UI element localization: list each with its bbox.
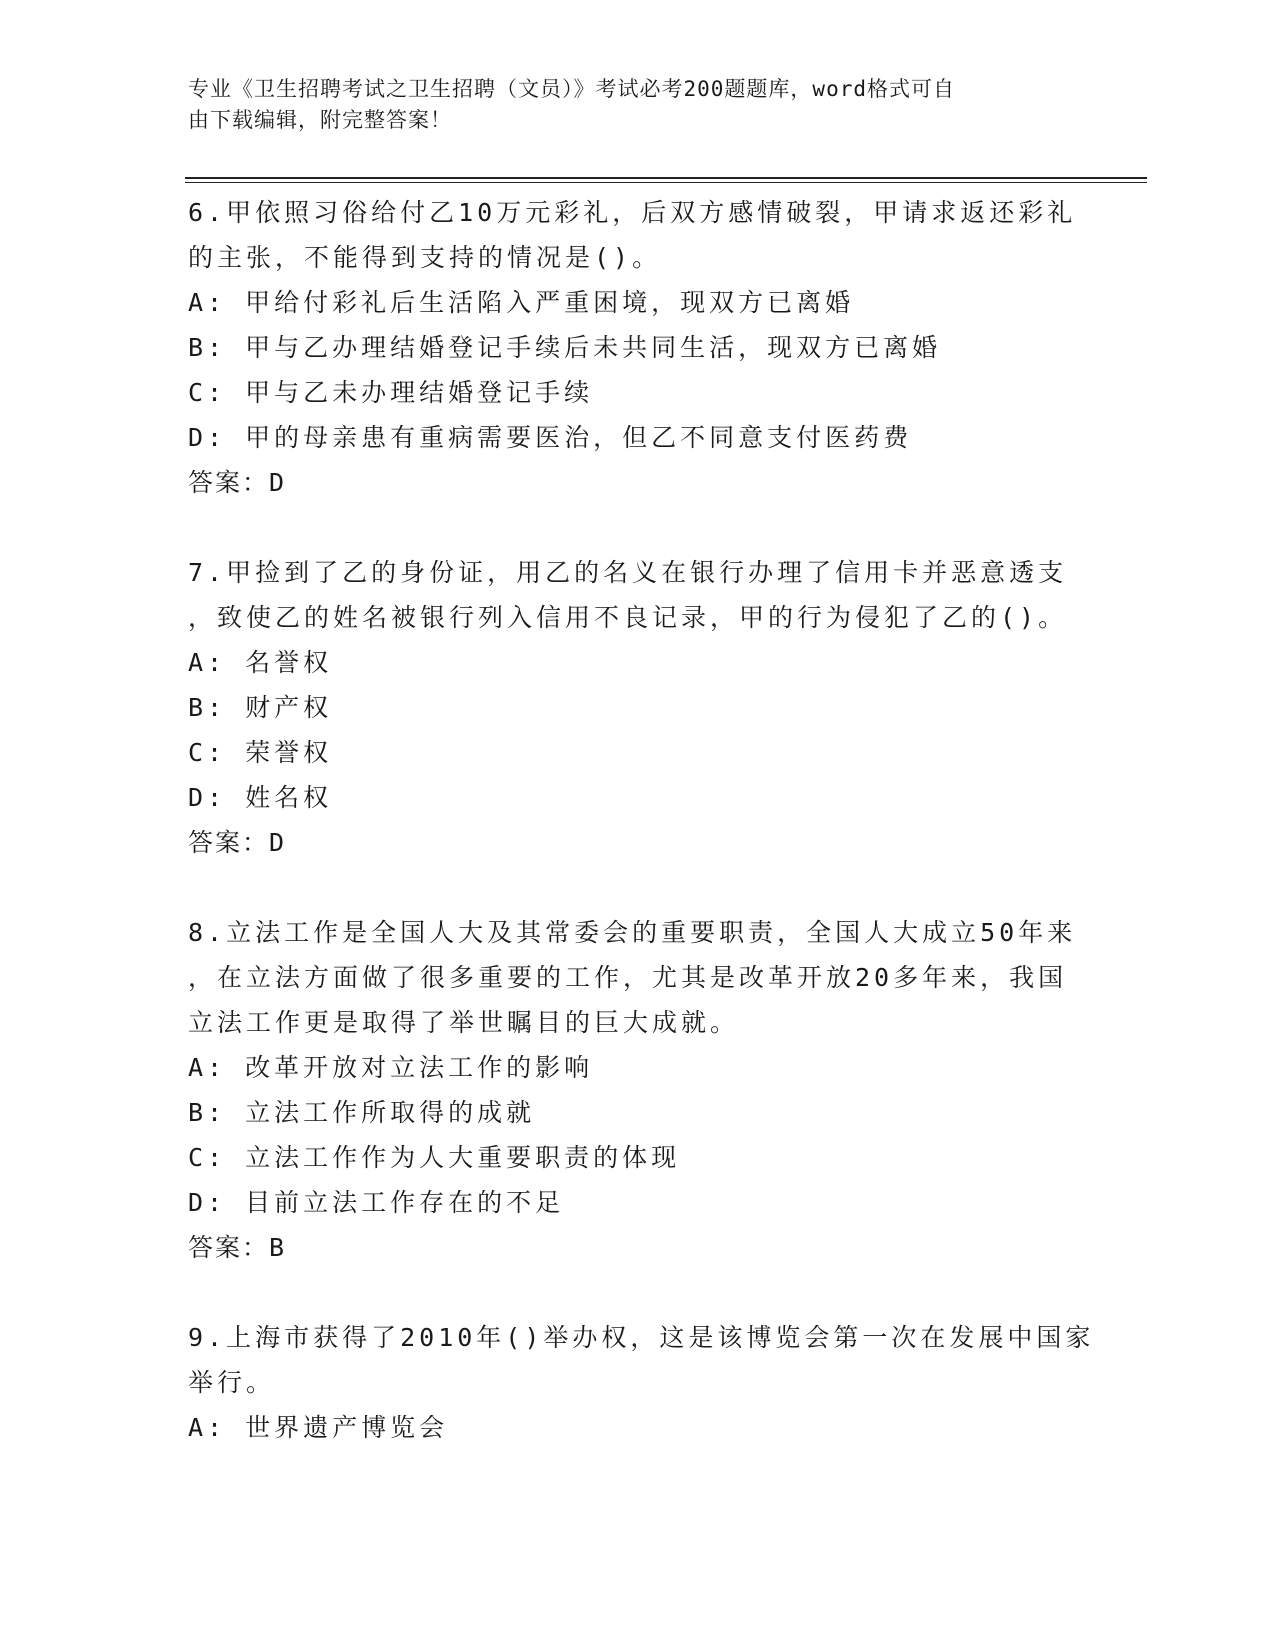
question-text: 举行。 [188, 1368, 276, 1397]
spacer [188, 865, 1088, 910]
header-divider-thin [185, 182, 1147, 183]
question-text: ，致使乙的姓名被银行列入信用不良记录，甲的行为侵犯了乙的()。 [188, 603, 1068, 632]
question-8 [188, 910, 1088, 1270]
header-line-2: 由下载编辑，附完整答案！ [188, 108, 452, 132]
option-d: D: 甲的母亲患有重病需要医治，但乙不同意支付医药费 [188, 423, 913, 452]
question-9 [188, 1315, 1095, 1450]
question-text: 8.立法工作是全国人大及其常委会的重要职责，全国人大成立50年来 [188, 918, 1077, 947]
option-a: A: 名誉权 [188, 648, 333, 677]
option-d: D: 目前立法工作存在的不足 [188, 1188, 565, 1217]
spacer [188, 505, 1088, 550]
header-line-1: 专业《卫生招聘考试之卫生招聘（文员）》考试必考200题题库，word格式可自 [188, 77, 955, 101]
question-text: 立法工作更是取得了举世瞩目的巨大成就。 [188, 1008, 740, 1037]
question-text: 9.上海市获得了2010年()举办权，这是该博览会第一次在发展中国家 [188, 1323, 1095, 1352]
option-c: C: 甲与乙未办理结婚登记手续 [188, 378, 594, 407]
option-b: B: 立法工作所取得的成就 [188, 1098, 536, 1127]
option-b: B: 财产权 [188, 693, 333, 722]
option-a: A: 改革开放对立法工作的影响 [188, 1053, 594, 1082]
option-a: A: 甲给付彩礼后生活陷入严重困境，现双方已离婚 [188, 288, 855, 317]
question-text: 6.甲依照习俗给付乙10万元彩礼，后双方感情破裂，甲请求返还彩礼 [188, 198, 1077, 227]
header-divider-thick [185, 177, 1147, 179]
question-text: ，在立法方面做了很多重要的工作，尤其是改革开放20多年来，我国 [188, 963, 1068, 992]
option-c: C: 荣誉权 [188, 738, 333, 767]
answer: 答案：D [188, 468, 287, 497]
answer: 答案：B [188, 1233, 287, 1262]
question-text: 的主张，不能得到支持的情况是()。 [188, 243, 662, 272]
option-a: A: 世界遗产博览会 [188, 1413, 449, 1442]
question-text: 7.甲捡到了乙的身份证，用乙的名义在银行办理了信用卡并恶意透支 [188, 558, 1068, 587]
question-list [188, 190, 1095, 1450]
spacer [188, 1270, 1088, 1315]
question-7 [188, 550, 1088, 865]
option-d: D: 姓名权 [188, 783, 333, 812]
answer: 答案：D [188, 828, 287, 857]
option-c: C: 立法工作作为人大重要职责的体现 [188, 1143, 681, 1172]
question-6 [188, 190, 1088, 505]
option-b: B: 甲与乙办理结婚登记手续后未共同生活，现双方已离婚 [188, 333, 942, 362]
document-header [188, 74, 1068, 136]
